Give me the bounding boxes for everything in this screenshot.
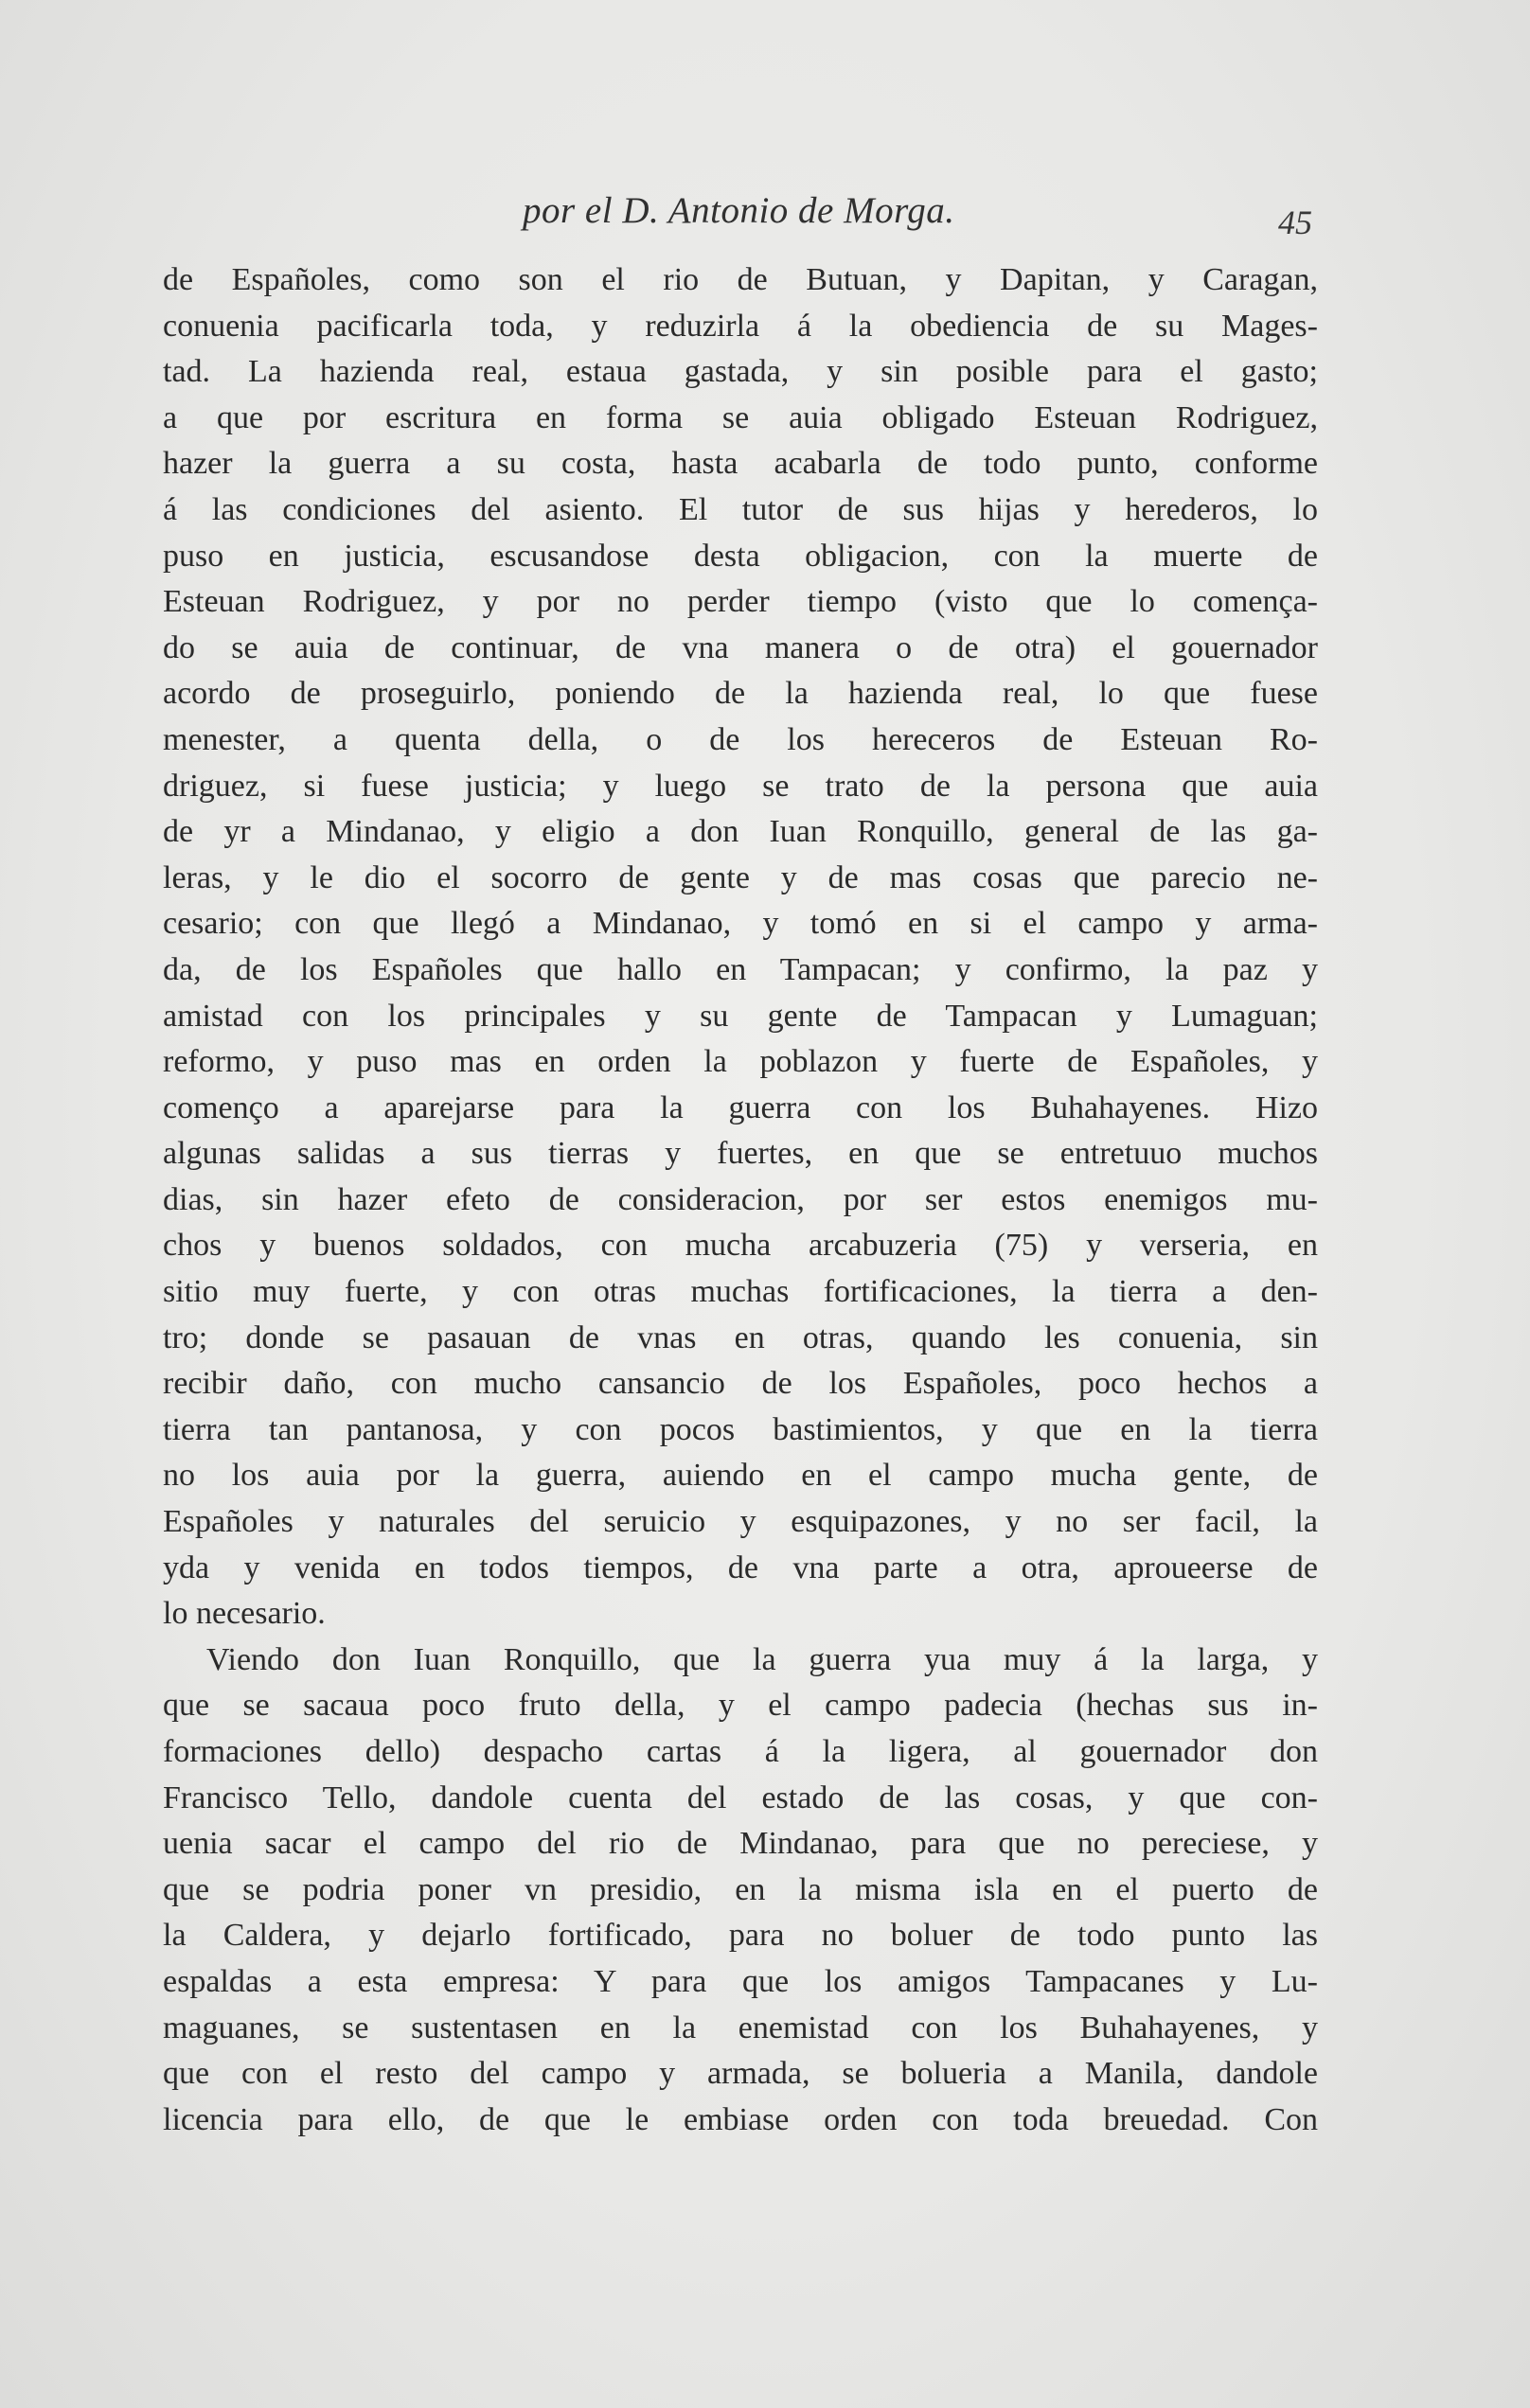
text-line: espaldas a esta empresa: Y para que los amigos Tampacanes y Lu- xyxy=(163,1963,1318,1999)
text-line: tad. La hazienda real, estaua gastada, y sin posible para el gasto; xyxy=(163,354,1318,390)
text-line: amistad con los principales y su gente de Tampacan y Lumaguan; xyxy=(163,998,1318,1034)
text-line: Esteuan Rodriguez, y por no perder tiempo (visto que lo comença- xyxy=(163,584,1318,620)
text-line: de Españoles, como son el rio de Butuan, y Dapitan, y Caragan, xyxy=(163,262,1318,297)
text-line: conuenia pacificarla toda, y reduzirla á la obediencia de su Mages- xyxy=(163,308,1318,344)
text-line: Francisco Tello, dandole cuenta del estado de las cosas, y que con- xyxy=(163,1779,1318,1815)
text-line: driguez, si fuese justicia; y luego se trato de la persona que auia xyxy=(163,768,1318,804)
text-line: maguanes, se sustentasen en la enemistad con los Buhahayenes, y xyxy=(163,2010,1318,2045)
text-line: do se auia de continuar, de vna manera o de otra) el gouernador xyxy=(163,629,1318,665)
text-line: que se sacaua poco fruto della, y el campo padecia (hechas sus in- xyxy=(163,1688,1318,1724)
text-line: reformo, y puso mas en orden la poblazon y fuerte de Españoles, y xyxy=(163,1044,1318,1080)
page-number: 45 xyxy=(1278,204,1312,241)
text-line: yda y venida en todos tiempos, de vna parte a otra, aproueerse de xyxy=(163,1549,1318,1585)
text-line: menester, a quenta della, o de los hereceros de Esteuan Ro- xyxy=(163,721,1318,757)
text-line: de yr a Mindanao, y eligio a don Iuan Ronquillo, general de las ga- xyxy=(163,814,1318,850)
paragraph-2 xyxy=(163,1638,1318,2144)
text-line: cesario; con que llegó a Mindanao, y tomó en si el campo y arma- xyxy=(163,906,1318,942)
text-line: chos y buenos soldados, con mucha arcabuzeria (75) y verseria, en xyxy=(163,1228,1318,1264)
running-head xyxy=(0,189,1530,241)
text-line: leras, y le dio el socorro de gente y de mas cosas que parecio ne- xyxy=(163,859,1318,895)
text-line: hazer la guerra a su costa, hasta acabarla de todo punto, conforme xyxy=(163,446,1318,482)
text-line: formaciones dello) despacho cartas á la ligera, al gouernador don xyxy=(163,1734,1318,1769)
text-line: algunas salidas a sus tierras y fuertes, en que se entretuuo muchos xyxy=(163,1136,1318,1172)
text-line: dias, sin hazer efeto de consideracion, por ser estos enemigos mu- xyxy=(163,1181,1318,1217)
text-line: acordo de proseguirlo, poniendo de la hazienda real, lo que fuese xyxy=(163,676,1318,712)
text-line: que con el resto del campo y armada, se bolueria a Manila, dandole xyxy=(163,2056,1318,2092)
text-line: la Caldera, y dejarlo fortificado, para no boluer de todo punto las xyxy=(163,1918,1318,1954)
paragraph-1 xyxy=(163,257,1318,1638)
text-line: uenia sacar el campo del rio de Mindanao, para que no pereciese, y xyxy=(163,1826,1318,1862)
text-line: que se podria poner vn presidio, en la misma isla en el puerto de xyxy=(163,1871,1318,1907)
text-line: recibir daño, con mucho cansancio de los Españoles, poco hechos a xyxy=(163,1366,1318,1402)
running-title: por el D. Antonio de Morga. xyxy=(523,190,955,231)
text-line: da, de los Españoles que hallo en Tampacan; y confirmo, la paz y xyxy=(163,951,1318,987)
text-line: lo necesario. xyxy=(163,1596,326,1632)
text-line: començo a aparejarse para la guerra con los Buhahayenes. Hizo xyxy=(163,1089,1318,1125)
text-line: tierra tan pantanosa, y con pocos bastimientos, y que en la tierra xyxy=(163,1411,1318,1447)
text-line: no los auia por la guerra, auiendo en el campo mucha gente, de xyxy=(163,1458,1318,1494)
text-line: tro; donde se pasauan de vnas en otras, quando les conuenia, sin xyxy=(163,1319,1318,1355)
text-line: Viendo don Iuan Ronquillo, que la guerra yua muy á la larga, y xyxy=(206,1641,1318,1677)
body-text xyxy=(163,257,1318,2143)
text-line: licencia para ello, de que le embiase orden con toda breuedad. Con xyxy=(163,2101,1318,2137)
text-line: sitio muy fuerte, y con otras muchas fortificaciones, la tierra a den- xyxy=(163,1274,1318,1310)
text-line: puso en justicia, escusandose desta obligacion, con la muerte de xyxy=(163,538,1318,574)
text-line: á las condiciones del asiento. El tutor de sus hijas y herederos, lo xyxy=(163,491,1318,527)
text-line: Españoles y naturales del seruicio y esquipazones, y no ser facil, la xyxy=(163,1504,1318,1540)
text-line: a que por escritura en forma se auia obligado Esteuan Rodriguez, xyxy=(163,399,1318,435)
